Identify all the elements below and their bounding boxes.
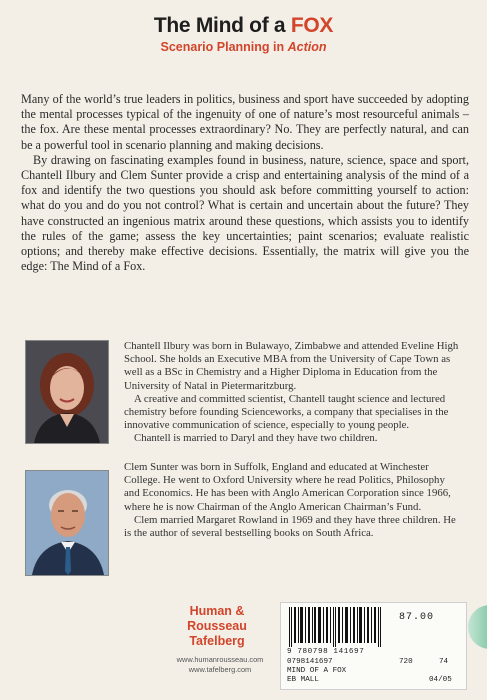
ean-number: 9 780798 141697 [287, 648, 365, 656]
price: 87.00 [399, 612, 435, 623]
author-photo-ilbury [25, 340, 109, 444]
blurb [21, 92, 469, 274]
blurb-paragraph: Many of the world’s true leaders in politics, business and sport have succeeded by adopting the mental processes typical of the ingenuity of one of nature’s most resourceful animals – the fox. Are these mental processes extraordinary? No. They are perfectly natural, and can be a powerful tool in scenario planning and making decisions. [21, 92, 469, 152]
barcode-icon [287, 607, 383, 647]
book-title [0, 14, 487, 38]
title-prefix: The Mind of a [153, 14, 286, 37]
label-code: 720 [399, 658, 413, 666]
bio-ilbury [124, 340, 462, 446]
book-subtitle [0, 39, 487, 55]
title-highlight: FOX [290, 14, 334, 37]
blurb-paragraph: By drawing on fascinating examples found in business, nature, science, space and sport, Chantell Ilbury and Clem Sunter provide a crisp and entertaining analysis of the mind of a fox and identify the two questions you should ask before committing yourself to action: what do you and do you not control? What is certain and uncertain about the future? They have constructed an ingenious matrix around these questions, which assists you to identify the rules of the game; assess the key uncertainties; paint scenarios; evaluate realistic options; and thereby make effective decisions. Essentially, the matrix will give you the edge: The Mind of a Fox. [21, 152, 469, 274]
label-store: EB MALL [287, 676, 319, 684]
price-label [280, 602, 467, 690]
sticker-edge [468, 605, 487, 649]
publisher-name-line: Rousseau [187, 619, 247, 633]
bio-paragraph: Clem married Margaret Rowland in 1969 and they have three children. He is the author of several bestselling books on South Africa. [124, 513, 456, 540]
title-block [0, 14, 487, 55]
bio-paragraph: A creative and committed scientist, Chantell taught science and lectured chemistry before founding Scienceworks, a company that specialises in the innovative communication of science, especially to young people. [124, 392, 449, 432]
author-photo-sunter [25, 470, 109, 576]
label-title: MIND OF A FOX [287, 667, 347, 675]
subtitle-highlight: Action [287, 40, 327, 54]
bio-paragraph: Clem Sunter was born in Suffolk, England and educated at Winchester College. He went to Oxford University where he read Politics, Philosophy and Economics. He has been with Anglo American Corporation since 1966, where he is now Chairman of the Anglo American Chairman’s Fund. [124, 461, 451, 513]
publisher-urls [160, 655, 280, 675]
publisher-name-line: Human & [189, 604, 245, 618]
bio-paragraph: Chantell Ilbury was born in Bulawayo, Zimbabwe and attended Eveline High School. She holds an Executive MBA from the University of Cape Town as well as a BSc in Chemistry and a Higher Diploma in Education from the University of Natal in Pietermaritzburg. [124, 340, 459, 392]
publisher-logo [172, 604, 262, 649]
subtitle-prefix: Scenario Planning in [160, 40, 285, 54]
publisher-url: www.tafelberg.com [188, 665, 252, 674]
publisher-name-line: Tafelberg [189, 634, 245, 648]
label-date: 04/05 [429, 676, 452, 684]
bio-sunter [124, 461, 462, 540]
publisher-url: www.humanrousseau.com [176, 655, 264, 664]
isbn: 0798141697 [287, 658, 333, 666]
label-code: 74 [439, 658, 449, 666]
bio-paragraph: Chantell is married to Daryl and they have two children. [134, 432, 378, 445]
